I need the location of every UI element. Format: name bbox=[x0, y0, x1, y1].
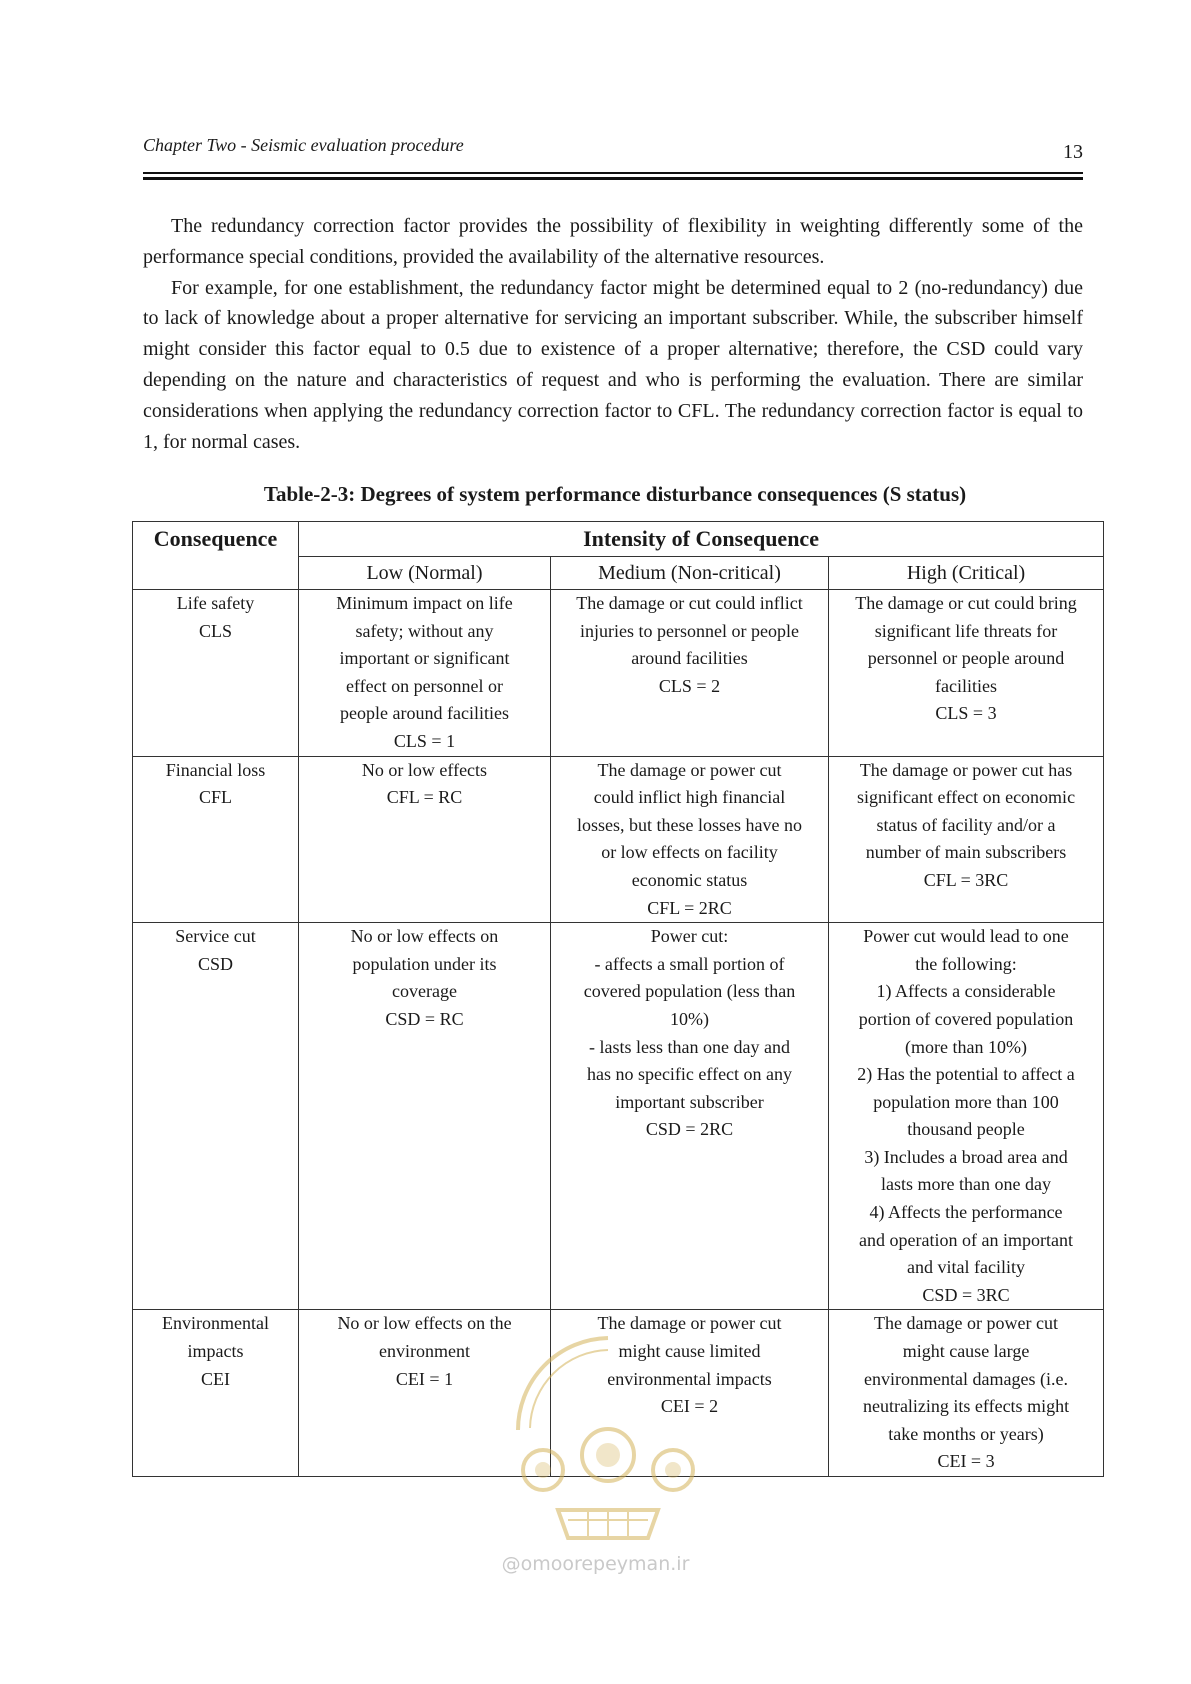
cell-line: around facilities bbox=[631, 648, 748, 669]
cell-line: personnel or people around bbox=[867, 648, 1065, 669]
table-header-row bbox=[133, 522, 1104, 557]
cell-line: 2) Has the potential to affect a bbox=[857, 1064, 1075, 1085]
cell-line: impacts bbox=[187, 1341, 244, 1362]
header-medium: Medium (Non-critical) bbox=[551, 557, 829, 590]
cell-line: 1) Affects a considerable bbox=[876, 981, 1056, 1002]
cell-line: The damage or cut could bring bbox=[855, 593, 1077, 613]
cell-line: population more than 100 bbox=[873, 1091, 1059, 1112]
table-cell-consequence bbox=[133, 590, 299, 757]
cell-line: environment bbox=[379, 1341, 470, 1362]
table-row bbox=[133, 923, 1104, 1310]
chapter-title: Chapter Two - Seismic evaluation procedure bbox=[143, 135, 464, 155]
watermark-logo bbox=[488, 1310, 728, 1550]
cell-line: Power cut would lead to one bbox=[863, 926, 1069, 947]
cell-line: portion of covered population bbox=[858, 1008, 1074, 1029]
cell-line: lasts more than one day bbox=[881, 1174, 1051, 1195]
cell-line: and operation of an important bbox=[859, 1229, 1073, 1250]
header-rule-thick bbox=[143, 177, 1083, 180]
cell-line: The damage or power cut bbox=[874, 1313, 1058, 1334]
cell-line: important or significant bbox=[339, 648, 510, 669]
cell-line: has no specific effect on any bbox=[586, 1064, 793, 1085]
body-text bbox=[143, 211, 1083, 457]
cell-line: Minimum impact on life bbox=[336, 593, 513, 613]
header-intensity: Intensity of Consequence bbox=[299, 522, 1104, 557]
header-rule-thin bbox=[143, 172, 1083, 174]
header-low: Low (Normal) bbox=[299, 557, 551, 590]
table-cell-high bbox=[829, 756, 1104, 923]
cell-line: injuries to personnel or people bbox=[580, 620, 799, 641]
cell-line: significant life threats for bbox=[874, 620, 1058, 641]
table-cell-low bbox=[299, 923, 551, 1310]
cell-line: The damage or power cut has bbox=[859, 759, 1073, 780]
cell-line: Power cut: bbox=[650, 926, 729, 947]
cell-line: No or low effects on the bbox=[337, 1313, 512, 1334]
cell-line: CLS = 1 bbox=[393, 730, 456, 751]
cell-line: important subscriber bbox=[615, 1091, 764, 1112]
cell-line: CLS = 3 bbox=[935, 703, 997, 724]
cell-line: could inflict high financial bbox=[593, 787, 786, 808]
cell-line: CEI = 2 bbox=[660, 1396, 719, 1417]
cell-line: CFL = 3RC bbox=[923, 869, 1009, 890]
cell-line: Service cut bbox=[175, 926, 256, 947]
cell-line: CEI = 3 bbox=[937, 1451, 995, 1472]
cell-line: Life safety bbox=[176, 593, 255, 613]
cell-line: might cause large bbox=[902, 1341, 1030, 1362]
cell-line: status of facility and/or a bbox=[876, 814, 1056, 835]
table-cell-medium bbox=[551, 923, 829, 1310]
table-row bbox=[133, 756, 1104, 923]
cell-line: The damage or cut could inflict bbox=[576, 593, 803, 613]
cell-line: CSD bbox=[197, 953, 233, 974]
cell-line: CEI bbox=[201, 1368, 230, 1389]
cell-line: (more than 10%) bbox=[905, 1036, 1027, 1057]
cell-line: significant effect on economic bbox=[856, 787, 1076, 808]
cell-line: coverage bbox=[392, 981, 457, 1002]
cell-line: 4) Affects the performance bbox=[869, 1202, 1063, 1223]
watermark-url: @omoorepeyman.ir bbox=[501, 1553, 690, 1575]
table-cell-low bbox=[299, 756, 551, 923]
cell-line: CSD = RC bbox=[385, 1008, 464, 1029]
cell-line: CEI = 1 bbox=[395, 1368, 454, 1389]
table-cell-consequence bbox=[133, 1310, 299, 1477]
table-cell-high bbox=[829, 1310, 1104, 1477]
cell-line: The damage or power cut bbox=[597, 759, 782, 780]
cell-line: neutralizing its effects might bbox=[862, 1396, 1070, 1417]
cell-line: economic status bbox=[631, 869, 748, 890]
cell-line: CFL = RC bbox=[386, 787, 463, 808]
cell-line: effect on personnel or bbox=[345, 675, 504, 696]
page-number: 13 bbox=[1063, 141, 1083, 163]
cell-line: losses, but these losses have no bbox=[577, 814, 802, 835]
cell-line: - affects a small portion of bbox=[594, 953, 785, 974]
cell-line: No or low effects on bbox=[350, 926, 499, 947]
cell-line: CFL bbox=[198, 787, 232, 808]
cell-line: population under its bbox=[352, 953, 497, 974]
cell-line: environmental damages (i.e. bbox=[864, 1368, 1068, 1389]
cell-line: CLS bbox=[198, 620, 232, 641]
cell-line: - lasts less than one day and bbox=[589, 1036, 790, 1057]
cell-line: might cause limited bbox=[618, 1341, 761, 1362]
cell-line: 3) Includes a broad area and bbox=[864, 1146, 1068, 1167]
cell-line: CSD = 2RC bbox=[645, 1119, 734, 1140]
cell-line: take months or years) bbox=[888, 1423, 1044, 1444]
header-consequence: Consequence bbox=[133, 522, 299, 590]
table-cell-low bbox=[299, 590, 551, 757]
cell-line: No or low effects bbox=[361, 759, 488, 780]
cell-line: The damage or power cut bbox=[597, 1313, 782, 1334]
cell-line: CFL = 2RC bbox=[647, 897, 732, 918]
cell-line: the following: bbox=[915, 953, 1017, 974]
table-cell-high bbox=[829, 590, 1104, 757]
cell-line: number of main subscribers bbox=[865, 842, 1067, 863]
cell-line: Environmental bbox=[162, 1313, 269, 1334]
cell-line: CSD = 3RC bbox=[922, 1284, 1010, 1305]
cell-line: Financial loss bbox=[165, 759, 266, 780]
cell-line: people around facilities bbox=[340, 703, 509, 724]
cell-line: 10%) bbox=[670, 1008, 709, 1029]
table-caption: Table-2-3: Degrees of system performance disturbance consequences (S status) bbox=[263, 482, 967, 506]
table-row bbox=[133, 590, 1104, 757]
cell-line: CLS = 2 bbox=[658, 675, 721, 696]
cell-line: safety; without any bbox=[355, 620, 494, 641]
table-cell-medium bbox=[551, 590, 829, 757]
table-cell-consequence bbox=[133, 923, 299, 1310]
paragraph-1: The redundancy correction factor provides the possibility of flexibility in weighting differently some of the performance special conditions, provided the availability of the alternative resources. bbox=[143, 215, 1083, 268]
cell-line: or low effects on facility bbox=[601, 842, 778, 863]
page-header bbox=[143, 135, 1083, 175]
cell-line: covered population (less than bbox=[583, 981, 796, 1002]
paragraph-2: For example, for one establishment, the redundancy factor might be determined equal to 2 (no-redundancy) due to lack of knowledge about a proper alternative for servicing an important subscriber. While, the subscriber himself might consider this factor equal to 0.5 due to existence of a proper alternative; therefore, the CSD could vary depending on the nature and characteristics of request and who is performing the evaluation. There are similar considerations when applying the redundancy correction factor to CFL. The redundancy correction factor is equal to 1, for normal cases. bbox=[143, 276, 1083, 453]
cell-line: thousand people bbox=[907, 1119, 1025, 1140]
table-cell-high bbox=[829, 923, 1104, 1310]
table-cell-consequence bbox=[133, 756, 299, 923]
header-high: High (Critical) bbox=[829, 557, 1104, 590]
cell-line: facilities bbox=[935, 675, 997, 696]
cell-line: environmental impacts bbox=[607, 1368, 772, 1389]
cell-line: and vital facility bbox=[907, 1257, 1025, 1278]
table-cell-medium bbox=[551, 756, 829, 923]
